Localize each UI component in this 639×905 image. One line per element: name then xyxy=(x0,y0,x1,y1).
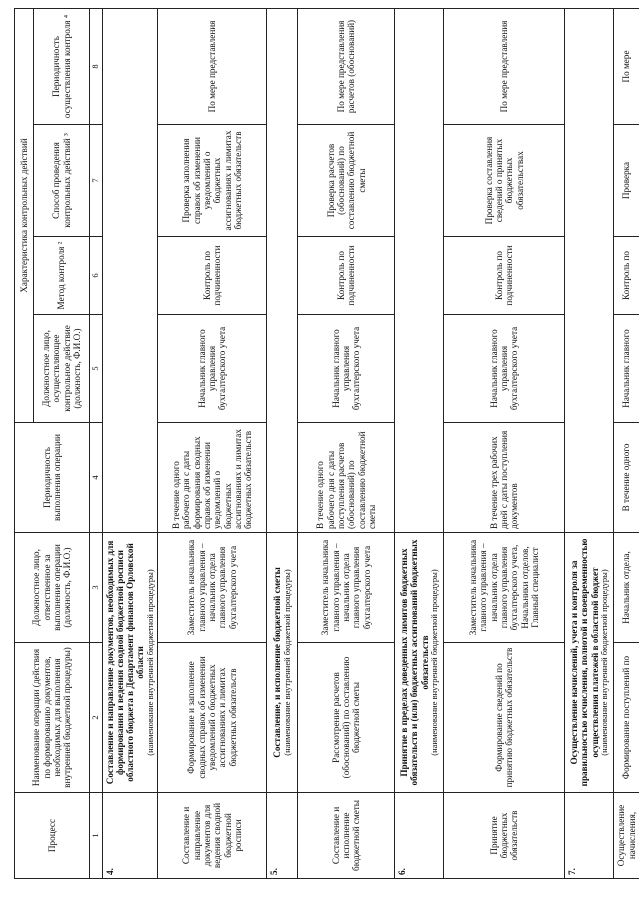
cell-period-control: По мере представления расчетов (обоснований) xyxy=(298,9,395,125)
section-title-cell xyxy=(267,533,298,793)
cell-responsible: Заместитель начальника главного управления – начальник отдела главного управления бухгалтерского учета, Начальники отделов, Главный специалист xyxy=(444,533,565,643)
table-row xyxy=(298,9,395,879)
cell-process: Составление и направление документов для ведения сводной бюджетной росписи xyxy=(158,793,267,879)
col-number: 5 xyxy=(90,315,103,423)
cell-responsible: Начальник отдела, xyxy=(614,533,639,643)
cell-way: Проверка заполнения справок об изменении уведомлений о бюджетных ассигнованиях и лимитах бюджетных обязательств xyxy=(158,125,267,237)
cell-periodicity: В течение одного рабочего дня с даты формирования сводных справок об изменении уведомлений о бюджетных ассигнованиях и лимитах бюджетных обязательств xyxy=(158,423,267,533)
col-number: 6 xyxy=(90,237,103,315)
section-title-cell xyxy=(102,533,158,793)
section-subtitle: (наименование внутренней бюджетной процедуры) xyxy=(428,569,439,756)
table-row xyxy=(158,9,267,879)
table-row xyxy=(614,9,639,879)
cell-way: Проверка расчетов (обоснований) по составлению бюджетной сметы xyxy=(298,125,395,237)
header-process: Процесс xyxy=(15,793,90,879)
section-title: Составление, и исполнение бюджетной сметы xyxy=(272,567,283,758)
col-number: 3 xyxy=(90,533,103,643)
section-subtitle: (наименование внутренней бюджетной процедуры) xyxy=(598,569,609,756)
section-header-row xyxy=(102,9,158,879)
section-number: 5. xyxy=(267,793,298,879)
cell-method: Контроль по подчиненности xyxy=(444,237,565,315)
cell-method: Контроль по подчиненности xyxy=(158,237,267,315)
section-title-cell xyxy=(395,533,444,793)
header-row-1 xyxy=(15,9,34,879)
col-number: 2 xyxy=(90,643,103,793)
cell-controller: Начальник главного xyxy=(614,315,639,423)
cell-periodicity: В течение трех рабочих дней с даты поступления документов xyxy=(444,423,565,533)
cell-controller: Начальник главного управления бухгалтерского учета xyxy=(444,315,565,423)
col-number: 8 xyxy=(90,9,103,125)
header-method: Метод контроля ² xyxy=(34,237,90,315)
cell-responsible: Заместитель начальника главного управления – начальник отдела главного управления бухгалтерского учета xyxy=(158,533,267,643)
header-controller: Должностное лицо, осуществляющее контрольное действие (должность, Ф.И.О.) xyxy=(34,315,90,423)
section-title: Принятие в пределах доведенных лимитов бюджетных обязательств и (или) бюджетных ассигнований бюджетных обязательств xyxy=(399,539,430,786)
section-title-cell xyxy=(565,533,614,793)
col-number: 1 xyxy=(90,793,103,879)
section-header-row xyxy=(565,9,614,879)
cell-controller: Начальник главного управления бухгалтерского учета xyxy=(158,315,267,423)
cell-way: Проверка составления сведений о принятых бюджетных обязательствах xyxy=(444,125,565,237)
header-control-group: Характеристика контрольных действий xyxy=(15,9,34,423)
section-number: 7. xyxy=(565,793,614,879)
cell-periodicity: В течение одного рабочего дня с даты поступления расчетов (обоснований) по составлению бюджетной сметы xyxy=(298,423,395,533)
header-way: Способ проведения контрольных действий ³ xyxy=(34,125,90,237)
header-period-control: Периодичность осуществления контроля ⁴ xyxy=(34,9,90,125)
cell-period-control: По мере представления xyxy=(444,9,565,125)
section-header-row xyxy=(395,9,444,879)
cell-period-control: По мере xyxy=(614,9,639,125)
header-periodicity: Периодичность выполнения операции xyxy=(15,423,90,533)
cell-period-control: По мере представления xyxy=(158,9,267,125)
section-number: 6. xyxy=(395,793,444,879)
cell-method: Контроль по подчиненности xyxy=(298,237,395,315)
cell-operation: Рассмотрение расчетов (обоснований) по составлению бюджетной сметы xyxy=(298,643,395,793)
header-operation: Наименование операции (действия по формированию документов, необходимых для выполнения внутренней бюджетной процедуры) xyxy=(15,643,90,793)
section-number: 4. xyxy=(102,793,158,879)
cell-controller: Начальник главного управления бухгалтерского учета xyxy=(298,315,395,423)
section-empty-cell xyxy=(267,9,298,533)
table-row xyxy=(444,9,565,879)
col-number: 7 xyxy=(90,125,103,237)
internal-control-table xyxy=(14,8,639,879)
col-number: 4 xyxy=(90,423,103,533)
cell-process: Осуществление начисления, xyxy=(614,793,639,879)
section-empty-cell xyxy=(565,9,614,533)
section-empty-cell xyxy=(395,9,444,533)
cell-operation: Формирование и заполнение сводных справок об изменении уведомлений о бюджетных ассигнованиях и лимитах бюджетных обязательств xyxy=(158,643,267,793)
cell-way: Проверка xyxy=(614,125,639,237)
section-title: Осуществление начислений, учета и контроля за правильностью исчисления, полнотой и своевременностью осуществления платежей в областной бюджет xyxy=(569,538,600,787)
cell-periodicity: В течение одного xyxy=(614,423,639,533)
cell-operation: Формирование поступлений по xyxy=(614,643,639,793)
header-numbers-row xyxy=(90,9,103,879)
cell-responsible: Заместитель начальника главного управления – начальник отдела главного управления бухгалтерского учета xyxy=(298,533,395,643)
cell-operation: Формирование сведений по принятию бюджетных обязательств xyxy=(444,643,565,793)
cell-method: Контроль по xyxy=(614,237,639,315)
header-responsible: Должностное лицо, ответственное за выполнение операции (должность, Ф.И.О.) xyxy=(15,533,90,643)
cell-process: Принятие бюджетных обязательств xyxy=(444,793,565,879)
cell-process: Составление и исполнение бюджетной сметы xyxy=(298,793,395,879)
section-title: Составление и направление документов, необходимых для формирования и ведения сводной бюджетной росписи областного бюджета в Департамент финансов Орловской области xyxy=(104,540,146,785)
section-subtitle: (наименование внутренней бюджетной процедуры) xyxy=(281,569,292,756)
section-empty-cell xyxy=(102,9,158,533)
section-subtitle: (наименование внутренней бюджетной процедуры) xyxy=(144,569,155,756)
section-header-row xyxy=(267,9,298,879)
